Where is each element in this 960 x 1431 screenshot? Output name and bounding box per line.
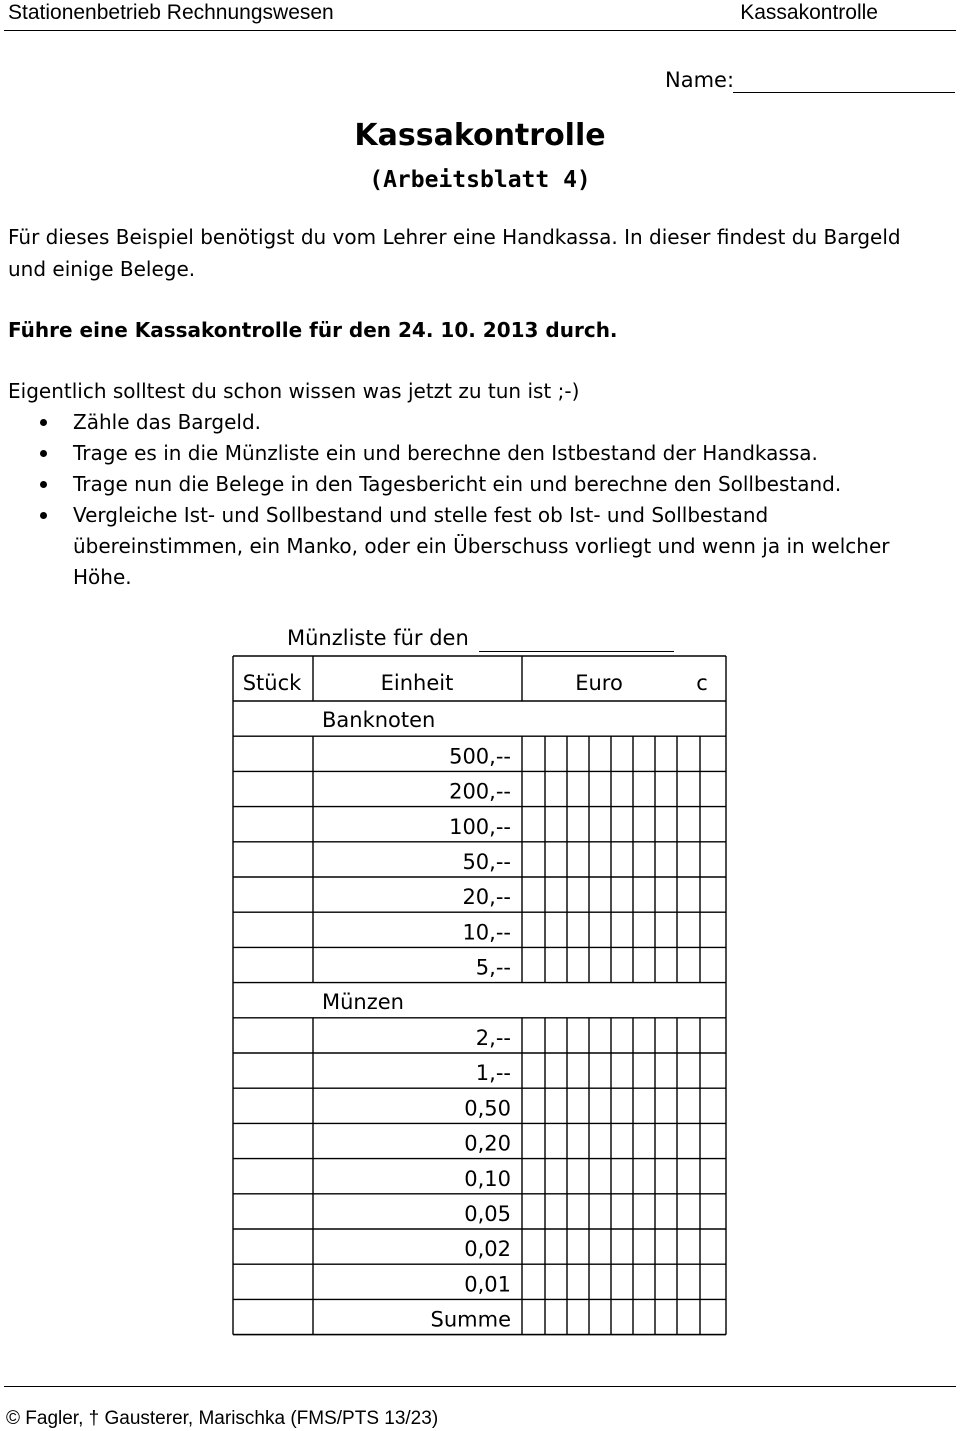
name-label: Name: [665, 68, 735, 92]
denomination-label: 5,-- [475, 955, 511, 980]
page-subtitle: (Arbeitsblatt 4) [369, 167, 591, 193]
denomination-label: 0,05 [464, 1202, 511, 1226]
list-item-continuation: übereinstimmen, ein Manko, oder ein Überschuss vorliegt und wenn ja in welcher [73, 534, 890, 558]
summe-label: Summe [430, 1307, 511, 1332]
section-label: Banknoten [322, 708, 436, 733]
denomination-label: 200,-- [449, 779, 511, 804]
denomination-label: 0,01 [464, 1272, 511, 1297]
denomination-label: 50,-- [462, 850, 511, 874]
intro-line: und einige Belege. [8, 257, 196, 281]
column-header-einheit: Einheit [380, 671, 454, 695]
intro-line: Für dieses Beispiel benötigst du vom Lehrer eine Handkassa. In dieser findest du Bargeld [8, 225, 901, 249]
list-item: Zähle das Bargeld. [0, 407, 913, 438]
denomination-label: 10,-- [462, 920, 511, 945]
footer-text: © Fagler, † Gausterer, Marischka (FMS/PTS 13/23) [6, 1408, 439, 1429]
header-left: Stationenbetrieb Rechnungswesen [8, 1, 334, 24]
muenzliste-title: Münzliste für den [287, 626, 469, 650]
section-label: Münzen [322, 989, 404, 1014]
column-header-euro: Euro [575, 671, 623, 695]
page-title: Kassakontrolle [354, 118, 606, 153]
denomination-label: 100,-- [449, 814, 511, 839]
list-item: Vergleiche Ist- und Sollbestand und stelle fest ob Ist- und Sollbestand [0, 500, 913, 531]
column-header-stueck: Stück [242, 671, 302, 695]
list-item: Trage nun die Belege in den Tagesbericht ein und berechne den Sollbestand. [0, 469, 913, 500]
hint-text: Eigentlich solltest du schon wissen was jetzt zu tun ist ;-) [8, 379, 580, 403]
denomination-label: 500,-- [449, 744, 511, 769]
header-right: Kassakontrolle [740, 1, 878, 24]
denomination-label: 1,-- [475, 1061, 511, 1086]
denomination-label: 0,50 [464, 1096, 511, 1121]
denomination-label: 20,-- [462, 885, 511, 910]
list-item-continuation: Höhe. [73, 565, 132, 589]
denomination-label: 0,02 [464, 1237, 511, 1262]
task-text: Führe eine Kassakontrolle für den 24. 10. 2013 durch. [8, 318, 618, 342]
denomination-label: 0,20 [464, 1131, 511, 1156]
list-item: Trage es in die Münzliste ein und berechne den Istbestand der Handkassa. [0, 438, 913, 469]
denomination-label: 2,-- [475, 1026, 511, 1050]
denomination-label: 0,10 [464, 1166, 511, 1191]
column-header-cent: c [696, 671, 708, 695]
footer-rule [4, 1386, 956, 1387]
